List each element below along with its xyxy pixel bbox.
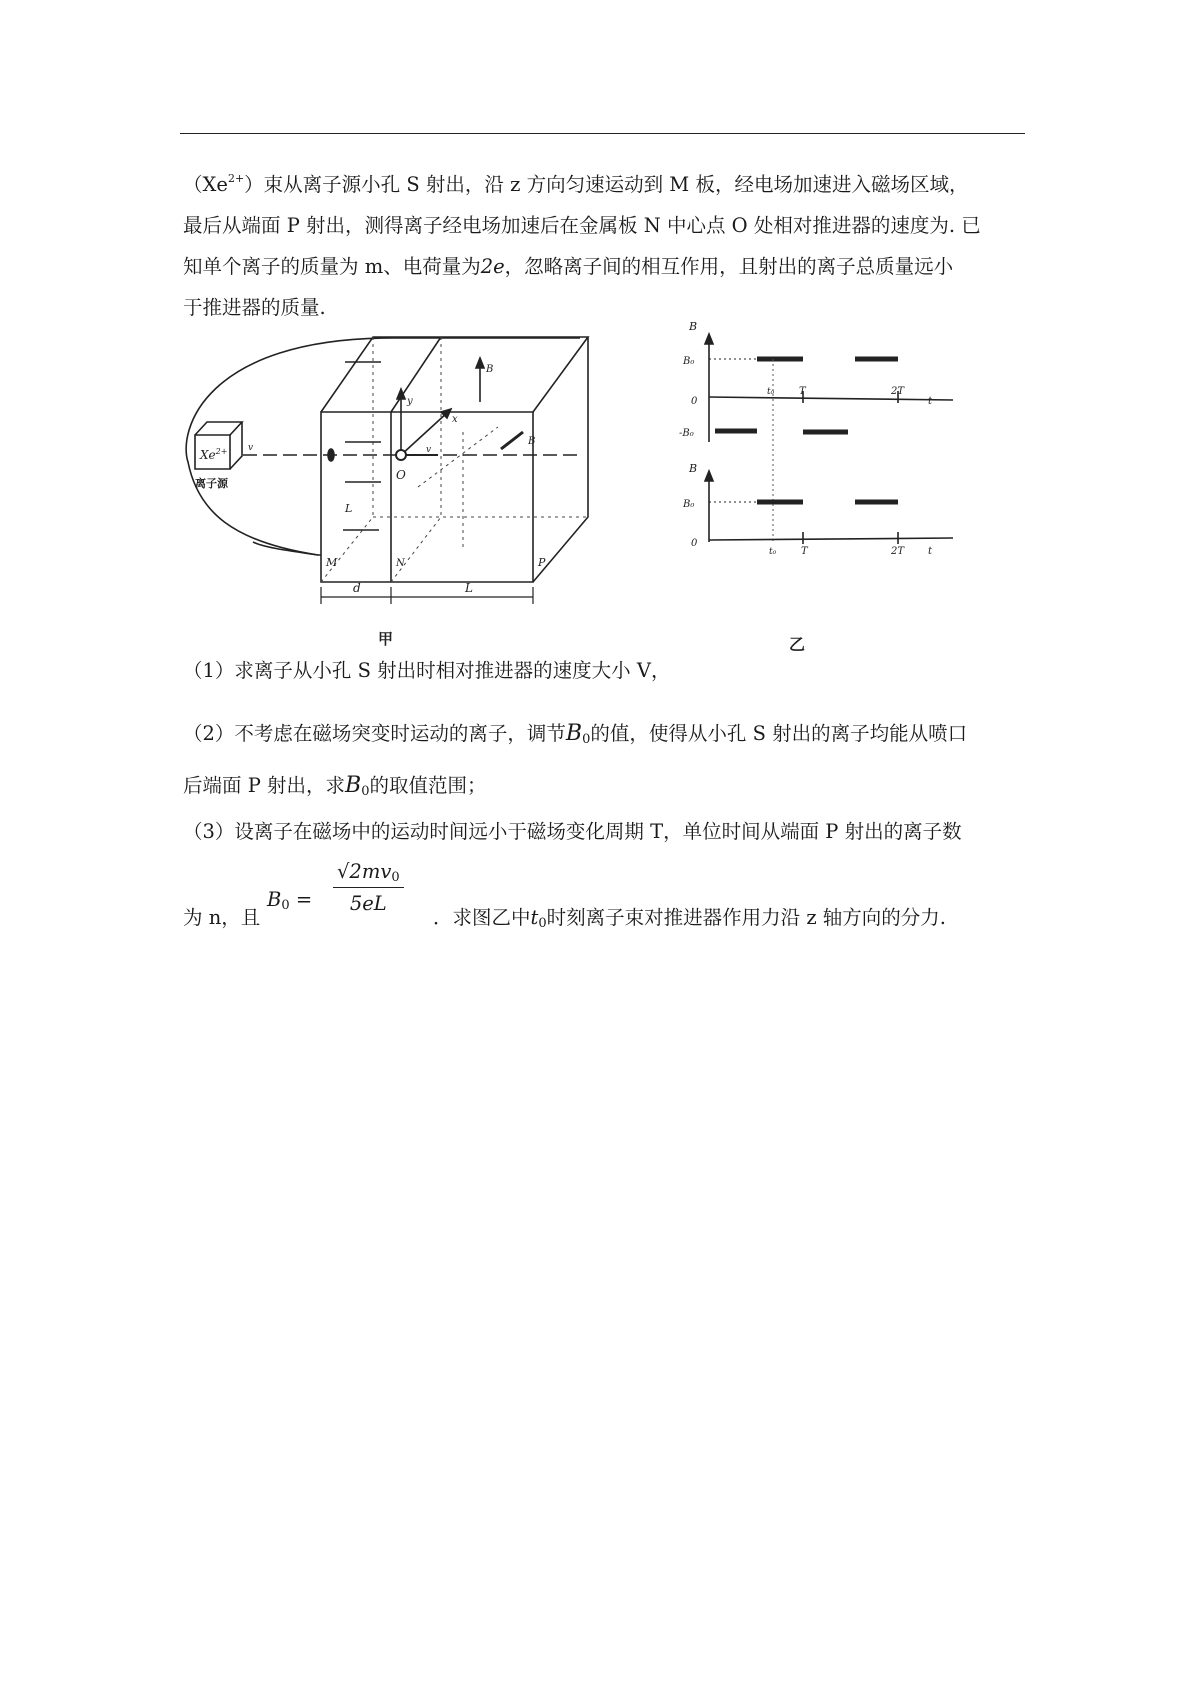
q3-suffix: ．求图乙中$t_0$时刻离子束对推进器作用力沿 z 轴方向的分力.: [433, 906, 947, 931]
top-ylabel: B: [689, 320, 698, 333]
label-N: N: [396, 558, 405, 569]
x-axis-arrow: [401, 412, 448, 455]
y-arrow-head: [397, 389, 405, 399]
source-ion-label: $Xe^{2+}$: [200, 447, 228, 462]
top-negB0: -B₀: [679, 428, 694, 439]
label-M: M: [326, 556, 338, 569]
q3-fraction: [333, 860, 404, 915]
hole-S: [328, 449, 334, 461]
point-O: [396, 450, 406, 460]
caption-jia: 甲: [378, 630, 394, 648]
B0-symbol-2: $B_0$: [345, 773, 370, 799]
top-T: T: [799, 386, 806, 397]
bottom-t0: t₀: [769, 547, 777, 557]
bottom-origin: 0: [691, 538, 698, 549]
ion-source-top: [195, 422, 242, 435]
plate-N-top-edge: [391, 337, 441, 412]
bottom-graph-B-arrow: [705, 471, 713, 481]
label-B-side: B: [528, 436, 536, 447]
hidden-diagonal: [418, 427, 498, 487]
xenon-ion: $Xe^{2+}$: [202, 172, 245, 196]
vectors: [321, 358, 536, 604]
statement-line-1: $(Xe^{2+})$束从离子源小孔 S 射出，沿 z 方向匀速运动到 M 板，经电场加速进入磁场区域，: [183, 172, 969, 196]
box-top-edges: [321, 337, 588, 412]
top-B0: B₀: [683, 356, 695, 367]
statement-line-3: 知单个离子的质量为 m、电荷量为2e，忽略离子间的相互作用，且射出的离子总质量远小: [183, 255, 954, 278]
box-front-face: [321, 412, 536, 582]
q3-lhs: $B_0$ =: [267, 888, 313, 913]
label-L-bottom: L: [465, 581, 473, 595]
problem-statement: [183, 158, 1028, 328]
fraction-denominator: 5eL: [349, 892, 387, 915]
figure-svg: [183, 320, 953, 654]
bottom-B0: B₀: [683, 499, 695, 510]
top-axis-t: t: [928, 396, 933, 407]
top-graph-B-arrow: [705, 334, 713, 344]
label-v: v: [248, 443, 254, 453]
bottom-2T: 2T: [891, 546, 905, 557]
B-top-arrow-head: [476, 358, 484, 368]
ion-source-label: 离子源: [195, 477, 228, 490]
thruster-shell-outline: [186, 338, 580, 555]
label-O: O: [396, 468, 406, 482]
label-d: d: [353, 581, 361, 595]
statement-line-2: 最后从端面 P 射出，测得离子经电场加速后在金属板 N 中心点 O 处相对推进器的速度为. 已: [183, 214, 981, 237]
top-2T: 2T: [891, 386, 905, 397]
label-B-top: B: [486, 364, 494, 375]
hidden-bottom-n: [391, 517, 441, 582]
top-graph-t-axis: [709, 397, 953, 400]
question-2-line-2: 后端面 P 射出，求$B_0$的取值范围；: [183, 773, 487, 799]
question-3-line-1: （3）设离子在磁场中的运动时间远小于磁场变化周期 T，单位时间从端面 P 射出的离子数: [183, 820, 962, 843]
question-1: （1）求离子从小孔 S 射出时相对推进器的速度大小 V，: [183, 659, 671, 682]
label-L-side: L: [345, 502, 353, 515]
t0-symbol: $t_0$: [530, 906, 547, 931]
hidden-bottom-left: [321, 517, 373, 582]
B0-symbol: $B_0$: [565, 721, 591, 747]
bottom-T: T: [801, 546, 808, 557]
statement-line-4: 于推进器的质量.: [183, 296, 326, 319]
top-origin: 0: [691, 396, 698, 407]
hidden-edges: [321, 337, 588, 582]
thruster-diagram: [186, 337, 588, 582]
charge-symbol: 2e: [480, 255, 505, 278]
label-x: x: [452, 414, 458, 425]
graph-top: [705, 334, 953, 442]
figure: [183, 320, 953, 654]
B-side-arrow: [501, 432, 523, 449]
header-rule: [180, 133, 1025, 134]
label-y: y: [407, 396, 413, 407]
bottom-ylabel: B: [689, 462, 698, 475]
label-v0: v: [426, 445, 432, 455]
bottom-axis-t: t: [928, 546, 933, 557]
fraction-numerator: $√2mv_0$: [333, 860, 404, 888]
bottom-graph-t-axis: [709, 538, 953, 540]
q3-prefix: 为 n，且: [183, 906, 261, 929]
top-t0: t₀: [767, 387, 775, 397]
caption-yi: 乙: [789, 635, 806, 654]
question-2-line-1: （2）不考虑在磁场突变时运动的离子，调节$B_0$的值，使得从小孔 S 射出的离子均能从喷口: [183, 721, 968, 747]
label-P: P: [538, 556, 546, 569]
graph-bottom: [705, 471, 953, 544]
